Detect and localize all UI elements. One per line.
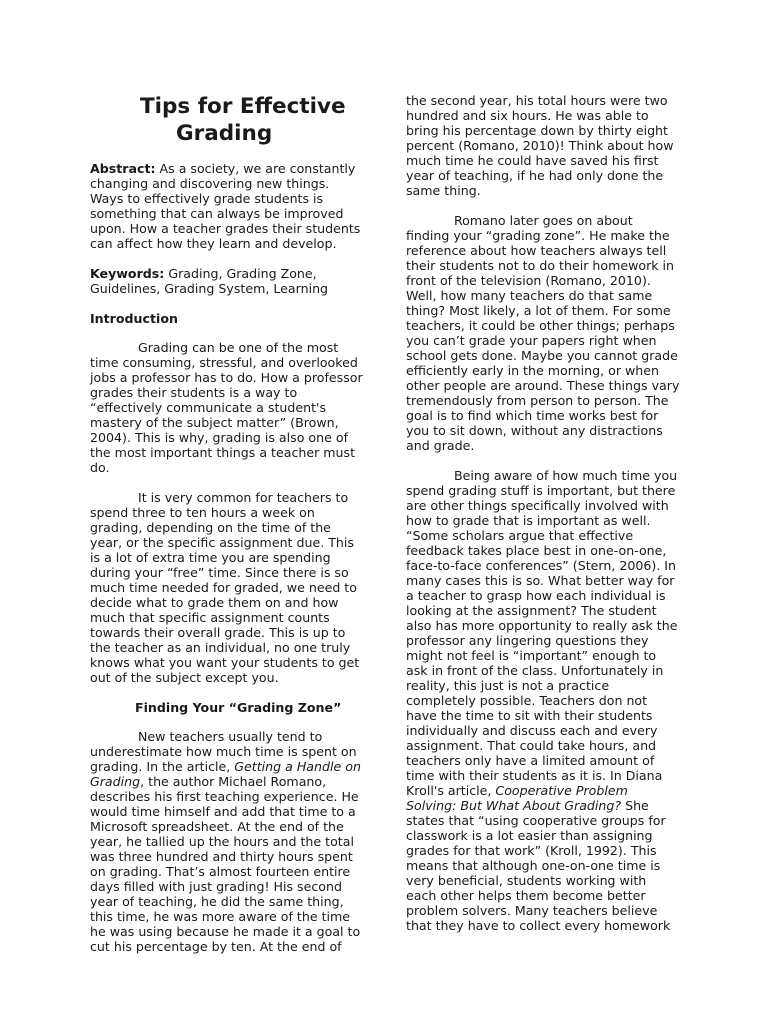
title-line-2: Grading [176, 121, 273, 146]
grading-zone-heading: Finding Your “Grading Zone” [135, 700, 342, 715]
introduction-paragraph-2: It is very common for teachers to spend three to ten hours a week on grading, depending on the time of the year, or the specific assignment due. This is a lot of extra time you are spending during your “free” time. Since there is so much time needed for graded, we need to decide what to grade them on and how much that specific assignment counts towards their overall grade. This is up to the teacher as an individual, no one truly knows what you want your students to get out of the subject except you. [90, 490, 360, 685]
title-line-1: Tips for Effective [140, 94, 346, 119]
introduction-heading: Introduction [90, 311, 178, 326]
right-paragraph-3 [406, 468, 680, 933]
grading-zone-p1-after: , the author Michael Romano, describes his first teaching experience. He would time himself and add that time to a Microsoft spreadsheet. At the end of the year, he tallied up the hours and the total was three hundred and thirty hours spent on grading. That’s almost fourteen entire days filled with just grading! His second year of teaching, he did the same thing, this time, he was more aware of the time he was using because he made it a goal to cut his percentage by ten. At the end of [90, 774, 361, 954]
article-title-kroll: Cooperative Problem Solving: But What About Grading? [406, 783, 628, 813]
right-paragraph-1: the second year, his total hours were two hundred and six hours. He was able to bring his percentage down by thirty eight percent (Romano, 2010)! Think about how much time he could have saved his first year of teaching, if he had only done the same thing. [406, 93, 674, 198]
right-p3-after: She states that “using cooperative groups for classwork is a lot easier than assigning grades for that work” (Kroll, 1992). This means that although one-on-one time is very beneficial, students working with each other helps them become better problem solvers. Many teachers believe that they have to collect every homework [406, 798, 671, 933]
right-p3-before: Being aware of how much time you spend grading stuff is important, but there are other things specifically involved with how to grade that is important as well. “Some scholars argue that effective feedback takes place best in one-on-one, face-to-face conferences” (Stern, 2006). In many cases this is so. What better way for a teacher to grasp how each individual is looking at the assignment? The student also has more opportunity to really ask the professor any lingering questions they might not feel is “important” enough to ask in front of the class. Unfortunately in reality, this just is not a practice completely possible. Teachers don not have the time to sit with their students individually and discuss each and every assignment. That could take hours, and teachers only have a limited amount of time with their students as it is. In Diana Kroll's article, [406, 468, 678, 798]
right-column [406, 0, 680, 948]
right-paragraph-2: Romano later goes on about finding your “grading zone”. He make the reference about how teachers always tell their students not to do their homework in front of the television (Romano, 2010). Well, how many teachers do that same thing? Most likely, a lot of them. For some teachers, it could be other things; perhaps you can’t grade your papers right when school gets done. Maybe you cannot grade efficiently early in the morning, or when other people are around. These things vary tremendously from person to person. The goal is to find which time works best for you to sit down, without any distractions and grade. [406, 213, 680, 453]
left-column [90, 0, 364, 969]
abstract-label: Abstract: [90, 161, 156, 176]
abstract-text: As a society, we are constantly changing and discovering new things. Ways to effectively grade students is something that can always be improved upon. How a teacher grades their students can affect how they learn and develop. [90, 161, 361, 251]
keywords-label: Keywords: [90, 266, 165, 281]
keywords-text: Grading, Grading Zone, Guidelines, Grading System, Learning [90, 266, 329, 296]
article-title-romano: Getting a Handle on Grading [90, 759, 361, 789]
paper-title [90, 93, 364, 147]
grading-zone-p1-before: New teachers usually tend to underestimate how much time is spent on grading. In the article, [90, 729, 357, 774]
keywords [90, 266, 364, 296]
grading-zone-paragraph-1 [90, 729, 364, 954]
introduction-paragraph-1: Grading can be one of the most time consuming, stressful, and overlooked jobs a professor has to do. How a professor grades their students is a way to “effectively communicate a student's mastery of the subject matter” (Brown, 2004). This is why, grading is also one of the most important things a teacher must do. [90, 340, 363, 475]
abstract [90, 161, 364, 251]
